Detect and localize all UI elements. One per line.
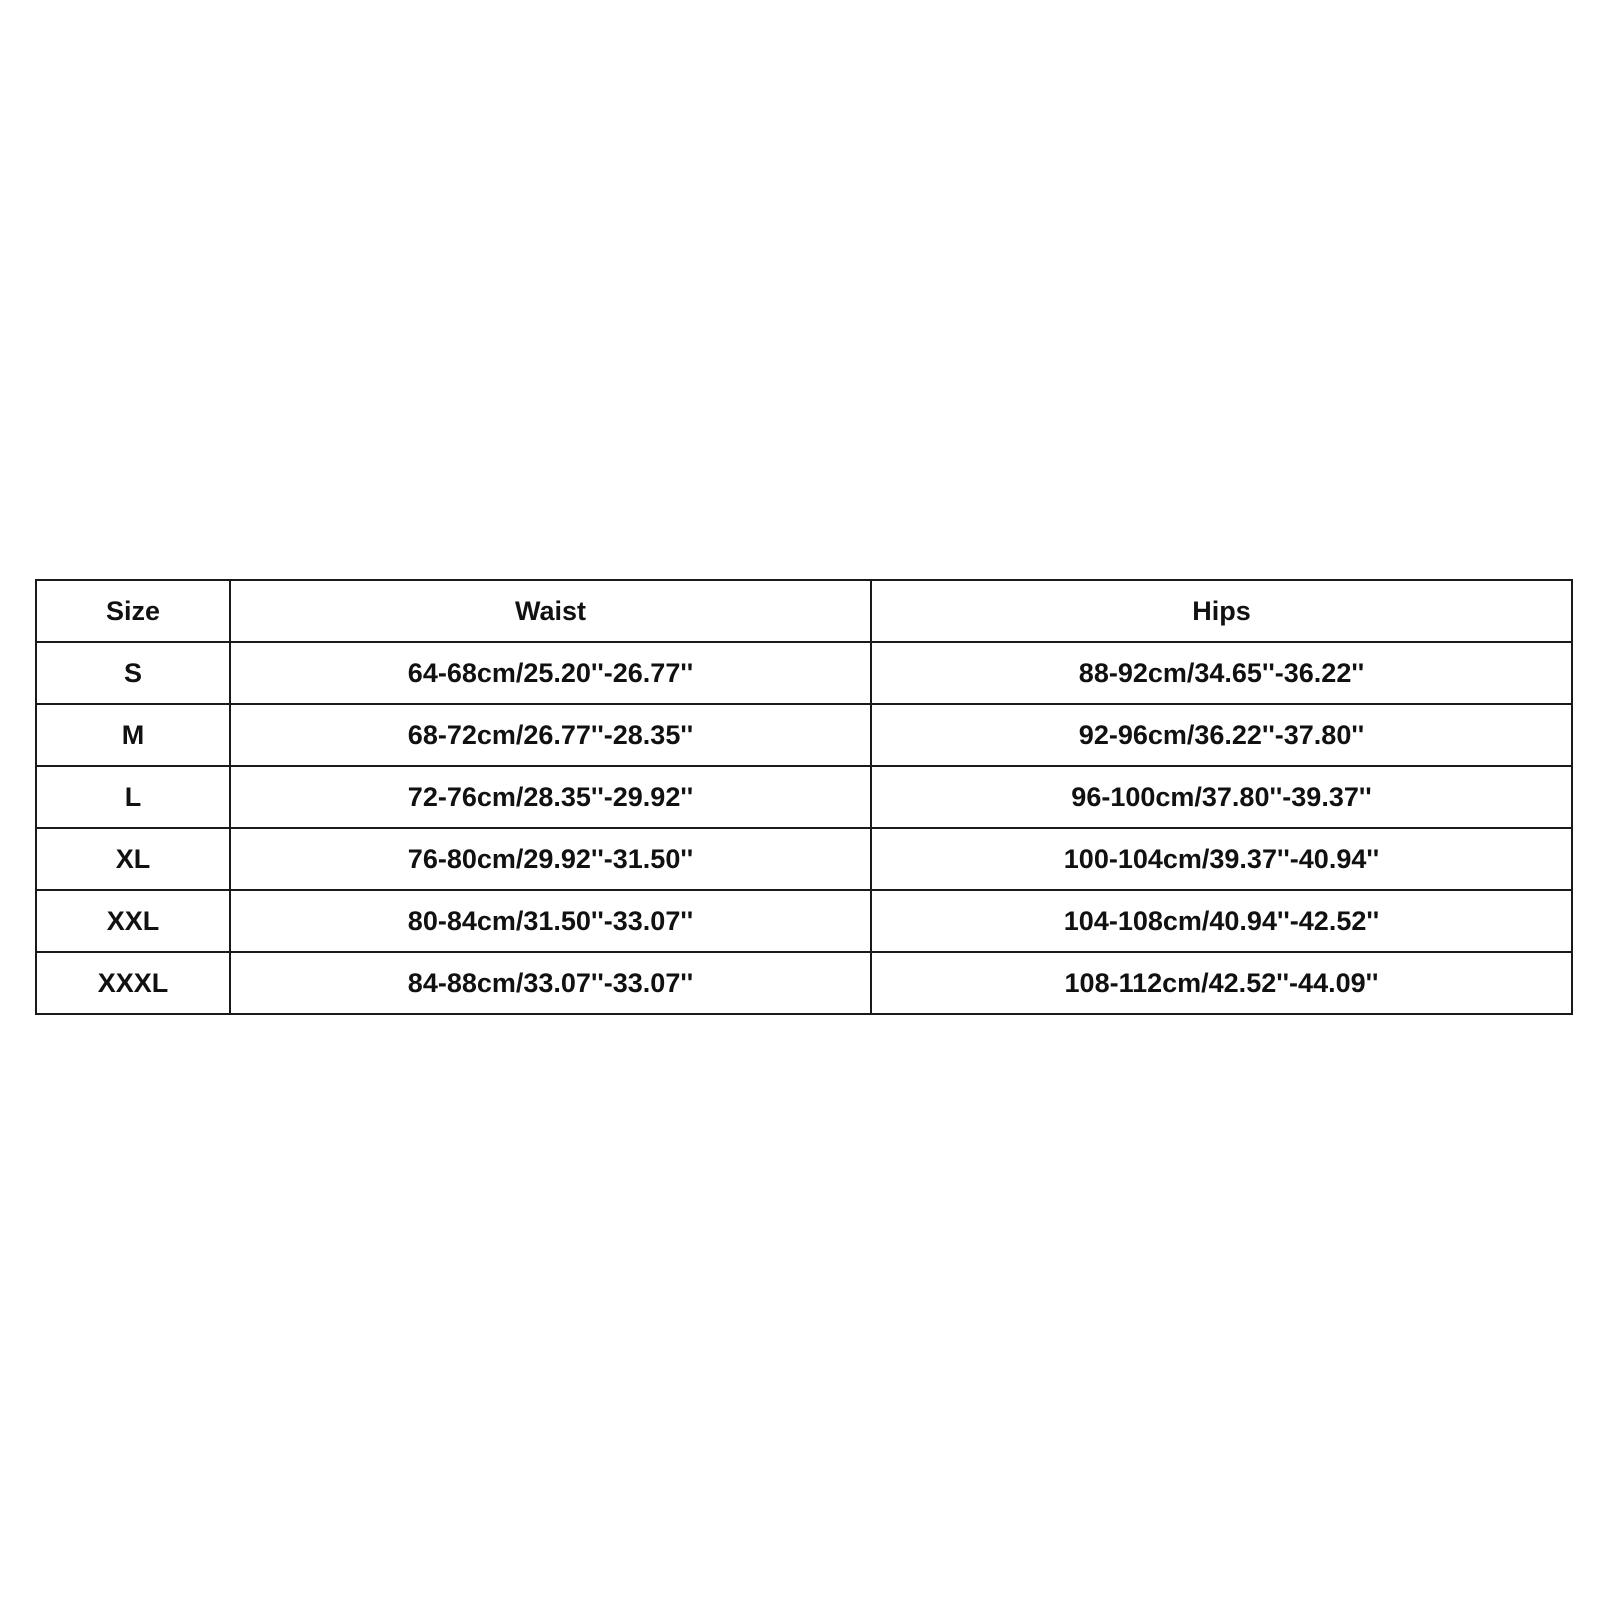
waist-cell: 72-76cm/28.35''-29.92''	[230, 766, 871, 828]
table-header-row	[36, 580, 1572, 642]
size-cell: L	[36, 766, 230, 828]
size-cell: XXL	[36, 890, 230, 952]
table-row	[36, 952, 1572, 1014]
size-chart-table	[35, 579, 1573, 1015]
hips-cell: 88-92cm/34.65''-36.22''	[871, 642, 1572, 704]
size-cell: XL	[36, 828, 230, 890]
waist-cell: 80-84cm/31.50''-33.07''	[230, 890, 871, 952]
header-waist: Waist	[230, 580, 871, 642]
table-row	[36, 828, 1572, 890]
hips-cell: 104-108cm/40.94''-42.52''	[871, 890, 1572, 952]
size-cell: XXXL	[36, 952, 230, 1014]
waist-cell: 64-68cm/25.20''-26.77''	[230, 642, 871, 704]
waist-cell: 84-88cm/33.07''-33.07''	[230, 952, 871, 1014]
table-row	[36, 704, 1572, 766]
table-row	[36, 642, 1572, 704]
hips-cell: 108-112cm/42.52''-44.09''	[871, 952, 1572, 1014]
table-row	[36, 890, 1572, 952]
waist-cell: 76-80cm/29.92''-31.50''	[230, 828, 871, 890]
hips-cell: 92-96cm/36.22''-37.80''	[871, 704, 1572, 766]
table-row	[36, 766, 1572, 828]
size-cell: M	[36, 704, 230, 766]
header-size: Size	[36, 580, 230, 642]
hips-cell: 100-104cm/39.37''-40.94''	[871, 828, 1572, 890]
header-hips: Hips	[871, 580, 1572, 642]
waist-cell: 68-72cm/26.77''-28.35''	[230, 704, 871, 766]
size-cell: S	[36, 642, 230, 704]
hips-cell: 96-100cm/37.80''-39.37''	[871, 766, 1572, 828]
